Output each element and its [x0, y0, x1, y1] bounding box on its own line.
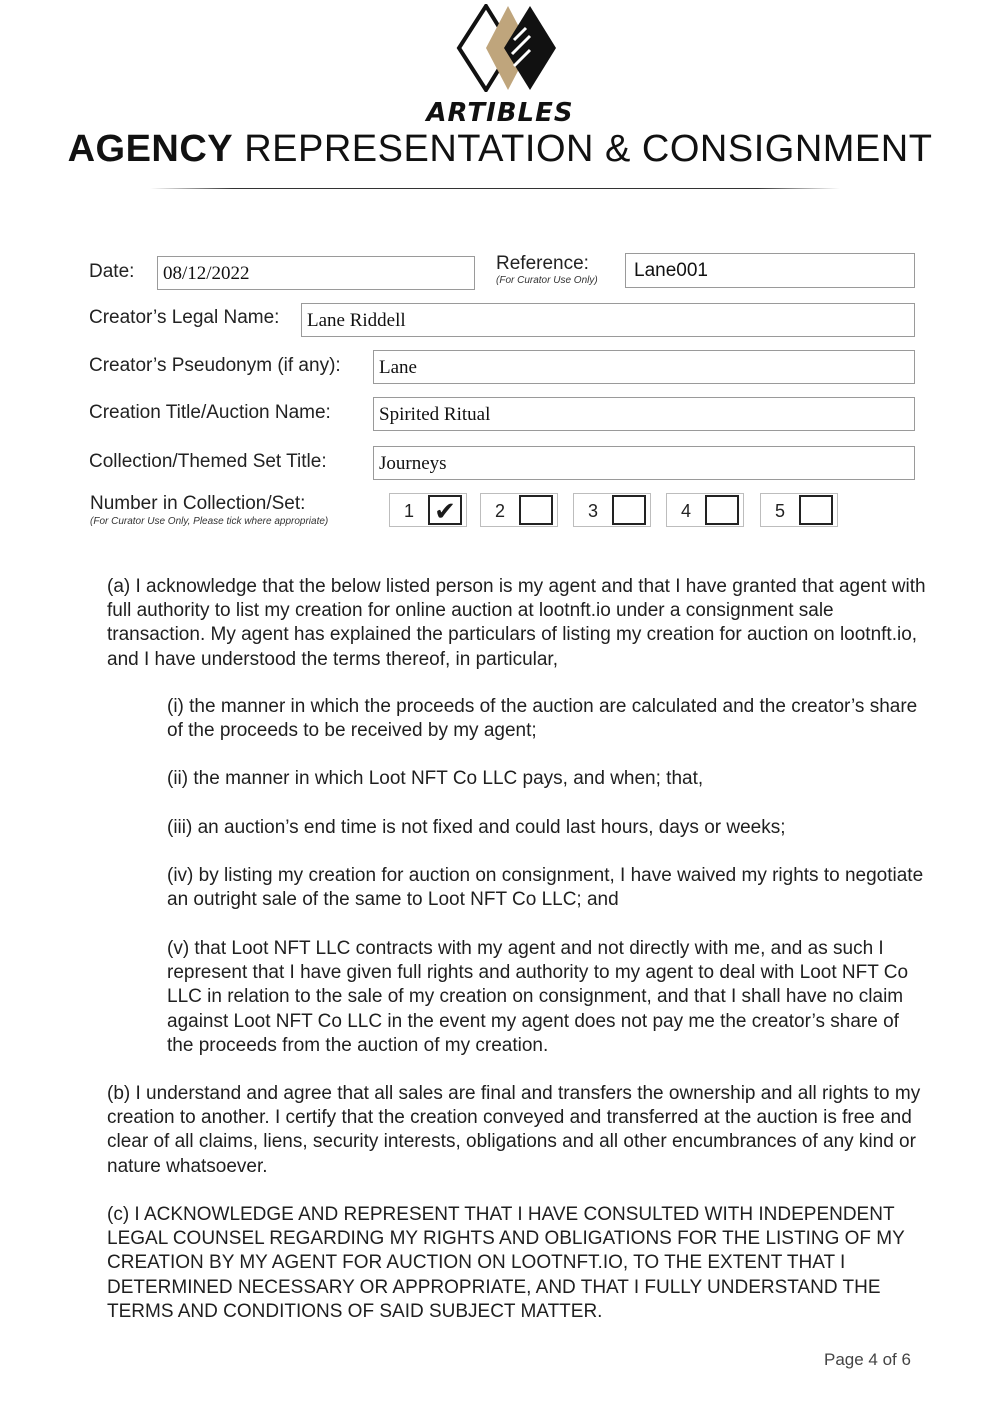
- checkbox-number: 3: [588, 501, 599, 521]
- collection-label: Collection/Themed Set Title:: [89, 451, 327, 472]
- number-label: Number in Collection/Set:: [90, 493, 306, 514]
- checkbox-number: 2: [495, 501, 506, 521]
- pseudonym-field[interactable]: Lane: [373, 350, 915, 384]
- clause-a-iii: (iii) an auction’s end time is not fixed and could last hours, days or weeks;: [167, 817, 786, 838]
- legal-name-field[interactable]: Lane Riddell: [301, 303, 915, 337]
- collection-number-1[interactable]: [389, 493, 467, 527]
- clause-c: (c) I ACKNOWLEDGE AND REPRESENT THAT I HAVE CONSULTED WITH INDEPENDENT LEGAL COUNSEL REGARDING MY RIGHTS AND OBLIGATIONS FOR THE LISTING OF MY CREATION BY MY AGENT FOR AUCTION ON LOOTNFT.IO, TO THE EXTENT THAT I DETERMINED NECESSARY OR APPROPRIATE, AND THAT I FULLY UNDERSTAND THE TERMS AND CONDITIONS OF SAID SUBJECT MATTER.: [107, 1204, 905, 1322]
- clause-a-i: (i) the manner in which the proceeds of the auction are calculated and the creator’s share of the proceeds to be received by my agent;: [167, 696, 918, 742]
- brand-name: ARTIBLES: [426, 98, 574, 128]
- collection-number-3[interactable]: [573, 493, 651, 527]
- pseudonym-label: Creator’s Pseudonym (if any):: [89, 355, 341, 376]
- checkbox-2[interactable]: [519, 495, 553, 525]
- date-field[interactable]: 08/12/2022: [157, 256, 475, 290]
- clause-a-v: (v) that Loot NFT LLC contracts with my agent and not directly with me, and as such I represent that I have given full rights and authority to my agent to deal with Loot NFT Co LLC in relation to the sale of my creation on consignment, and that I shall have no claim against Loot NFT Co LLC in the event my agent does not pay me the creator’s share of the proceeds from the auction of my creation.: [167, 938, 909, 1056]
- collection-field[interactable]: Journeys: [373, 446, 915, 480]
- checkbox-4[interactable]: [705, 495, 739, 525]
- checkbox-number: 5: [775, 501, 786, 521]
- collection-number-5[interactable]: [760, 493, 838, 527]
- title-bold: AGENCY: [67, 128, 234, 170]
- page-title: [0, 128, 1000, 171]
- title-divider: [150, 188, 840, 189]
- reference-label: Reference:: [496, 253, 589, 274]
- page-number: Page 4 of 6: [824, 1350, 911, 1369]
- legal-name-label: Creator’s Legal Name:: [89, 307, 280, 328]
- date-label: Date:: [89, 261, 135, 282]
- clause-b: (b) I understand and agree that all sales are final and transfers the ownership and all rights to my creation to another. I certify that the creation conveyed and transferred at the auction is free and clear of all claims, liens, security interests, obligations and all other encumbrances of any kind or nature whatsoever.: [107, 1083, 921, 1177]
- checkbox-number: 4: [681, 501, 692, 521]
- reference-note: (For Curator Use Only): [496, 275, 598, 286]
- checkbox-1[interactable]: ✔: [428, 495, 462, 525]
- collection-number-4[interactable]: [666, 493, 744, 527]
- checkbox-3[interactable]: [612, 495, 646, 525]
- creation-title-field[interactable]: Spirited Ritual: [373, 397, 915, 431]
- clause-a: (a) I acknowledge that the below listed person is my agent and that I have granted that agent with full authority to list my creation for online auction at lootnft.io under a consignment sale transaction. My agent has explained the particulars of listing my creation for auction on lootnft.io, and I have understood the terms thereof, in particular,: [107, 576, 926, 670]
- artibles-logo-icon: [456, 4, 560, 92]
- clause-a-iv: (iv) by listing my creation for auction on consignment, I have waived my rights to negotiate an outright sale of the same to Loot NFT Co LLC; and: [167, 865, 924, 911]
- clause-a-ii: (ii) the manner in which Loot NFT Co LLC pays, and when; that,: [167, 768, 704, 789]
- checkbox-5[interactable]: [799, 495, 833, 525]
- number-note: (For Curator Use Only, Please tick where appropriate): [90, 516, 329, 527]
- creation-title-label: Creation Title/Auction Name:: [89, 402, 331, 423]
- reference-field[interactable]: Lane001: [625, 253, 915, 288]
- collection-number-2[interactable]: [480, 493, 558, 527]
- checkbox-number: 1: [404, 501, 415, 521]
- title-rest: REPRESENTATION & CONSIGNMENT: [233, 128, 933, 170]
